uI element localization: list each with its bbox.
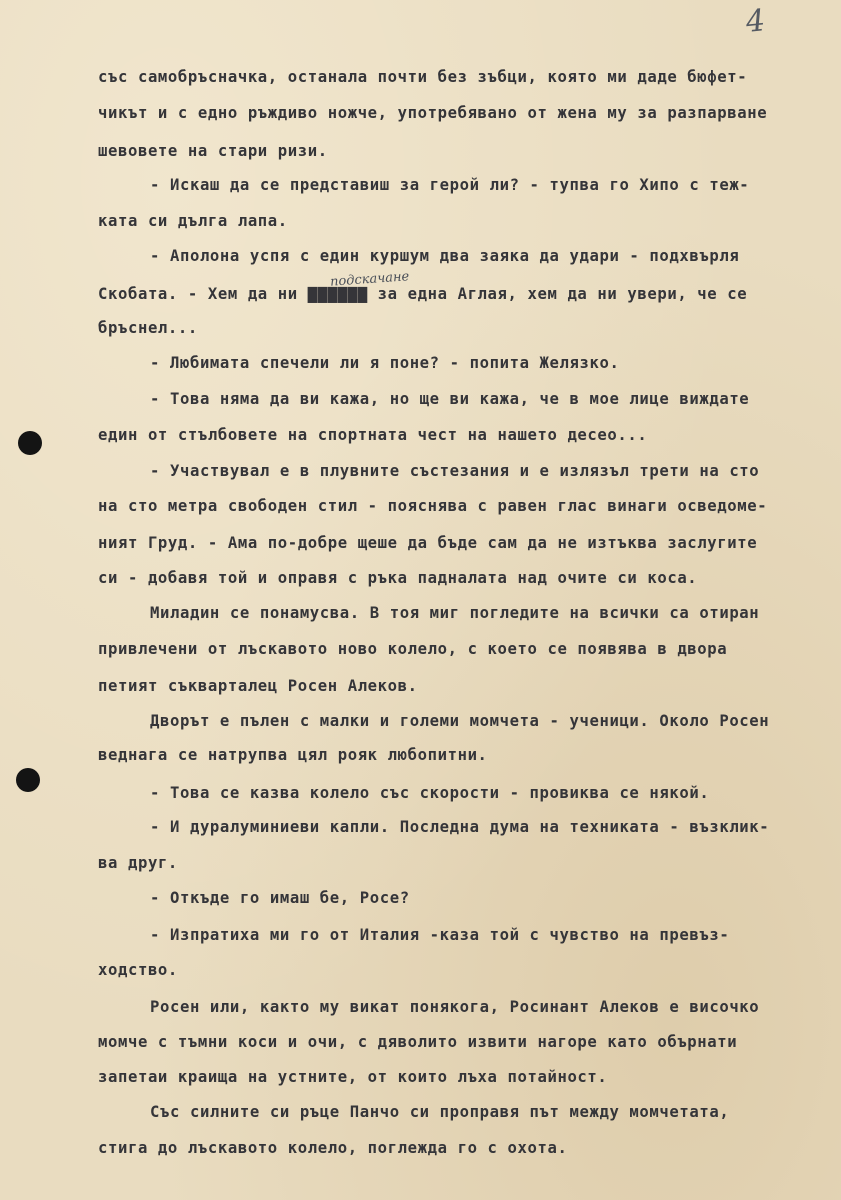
text-line: Със силните си ръце Панчо си проправя път между момчетата,: [150, 1103, 730, 1121]
text-line: ва друг.: [98, 854, 178, 872]
text-line: - Това се казва колело със скорости - провиква се някой.: [150, 784, 710, 802]
text-line: веднага се натрупва цял рояк любопитни.: [98, 746, 488, 764]
text-line: - Това няма да ви кажа, но ще ви кажа, че в мое лице виждате: [150, 390, 750, 408]
punch-hole: [16, 768, 40, 792]
text-line: Дворът е пълен с малки и големи момчета - ученици. Около Росен: [150, 712, 770, 730]
text-line: ният Груд. - Ама по-добре щеше да бъде сам да не изтъква заслугите: [98, 534, 758, 552]
text-line: Скобата. - Хем да ни ▇▇▇▇▇▇ за една Аглая, хем да ни увери, че се: [98, 285, 748, 303]
text-line: петият съкварталец Росен Алеков.: [98, 677, 418, 695]
text-line: със самобръсначка, останала почти без зъбци, която ми даде бюфет-: [98, 68, 748, 86]
text-line: стига до лъскавото колело, поглежда го с охота.: [98, 1139, 568, 1157]
text-line: Росен или, както му викат понякога, Росинант Алеков е височко: [150, 998, 760, 1016]
text-line: - Искаш да се представиш за герой ли? - тупва го Хипо с теж-: [150, 176, 750, 194]
text-line: на сто метра свободен стил - пояснява с равен глас винаги осведоме-: [98, 497, 768, 515]
text-line: момче с тъмни коси и очи, с дяволито извити нагоре като обърнати: [98, 1033, 738, 1051]
text-line: - Изпратиха ми го от Италия -каза той с чувство на превъз-: [150, 926, 730, 944]
punch-hole: [18, 431, 42, 455]
text-line: привлечени от лъскавото ново колело, с което се появява в двора: [98, 640, 728, 658]
text-line: чикът и с едно ръждиво ножче, употребявано от жена му за разпарване: [98, 104, 768, 122]
text-line: - Откъде го имаш бе, Росе?: [150, 889, 410, 907]
handwritten-annotation: подскачане: [329, 269, 410, 290]
text-line: Миладин се понамусва. В тоя миг погледите на всички са отиран: [150, 604, 760, 622]
text-line: си - добавя той и оправя с ръка падналата над очите си коса.: [98, 569, 698, 587]
text-line: ходство.: [98, 961, 178, 979]
text-line: - Любимата спечели ли я поне? - попита Желязко.: [150, 354, 620, 372]
text-line: ката си дълга лапа.: [98, 212, 288, 230]
text-line: - Аполона успя с един куршум два заяка да удари - подхвърля: [150, 247, 740, 265]
text-line: запетаи краища на устните, от които лъха потайност.: [98, 1068, 608, 1086]
text-line: бръснел...: [98, 319, 198, 337]
text-line: един от стълбовете на спортната чест на нашето десео...: [98, 426, 648, 444]
page-number: 4: [744, 3, 767, 40]
text-line: шевовете на стари ризи.: [98, 142, 328, 160]
text-line: - Участвувал е в плувните състезания и е излязъл трети на сто: [150, 462, 760, 480]
text-line: - И дуралуминиеви капли. Последна дума на техниката - възклик-: [150, 818, 770, 836]
